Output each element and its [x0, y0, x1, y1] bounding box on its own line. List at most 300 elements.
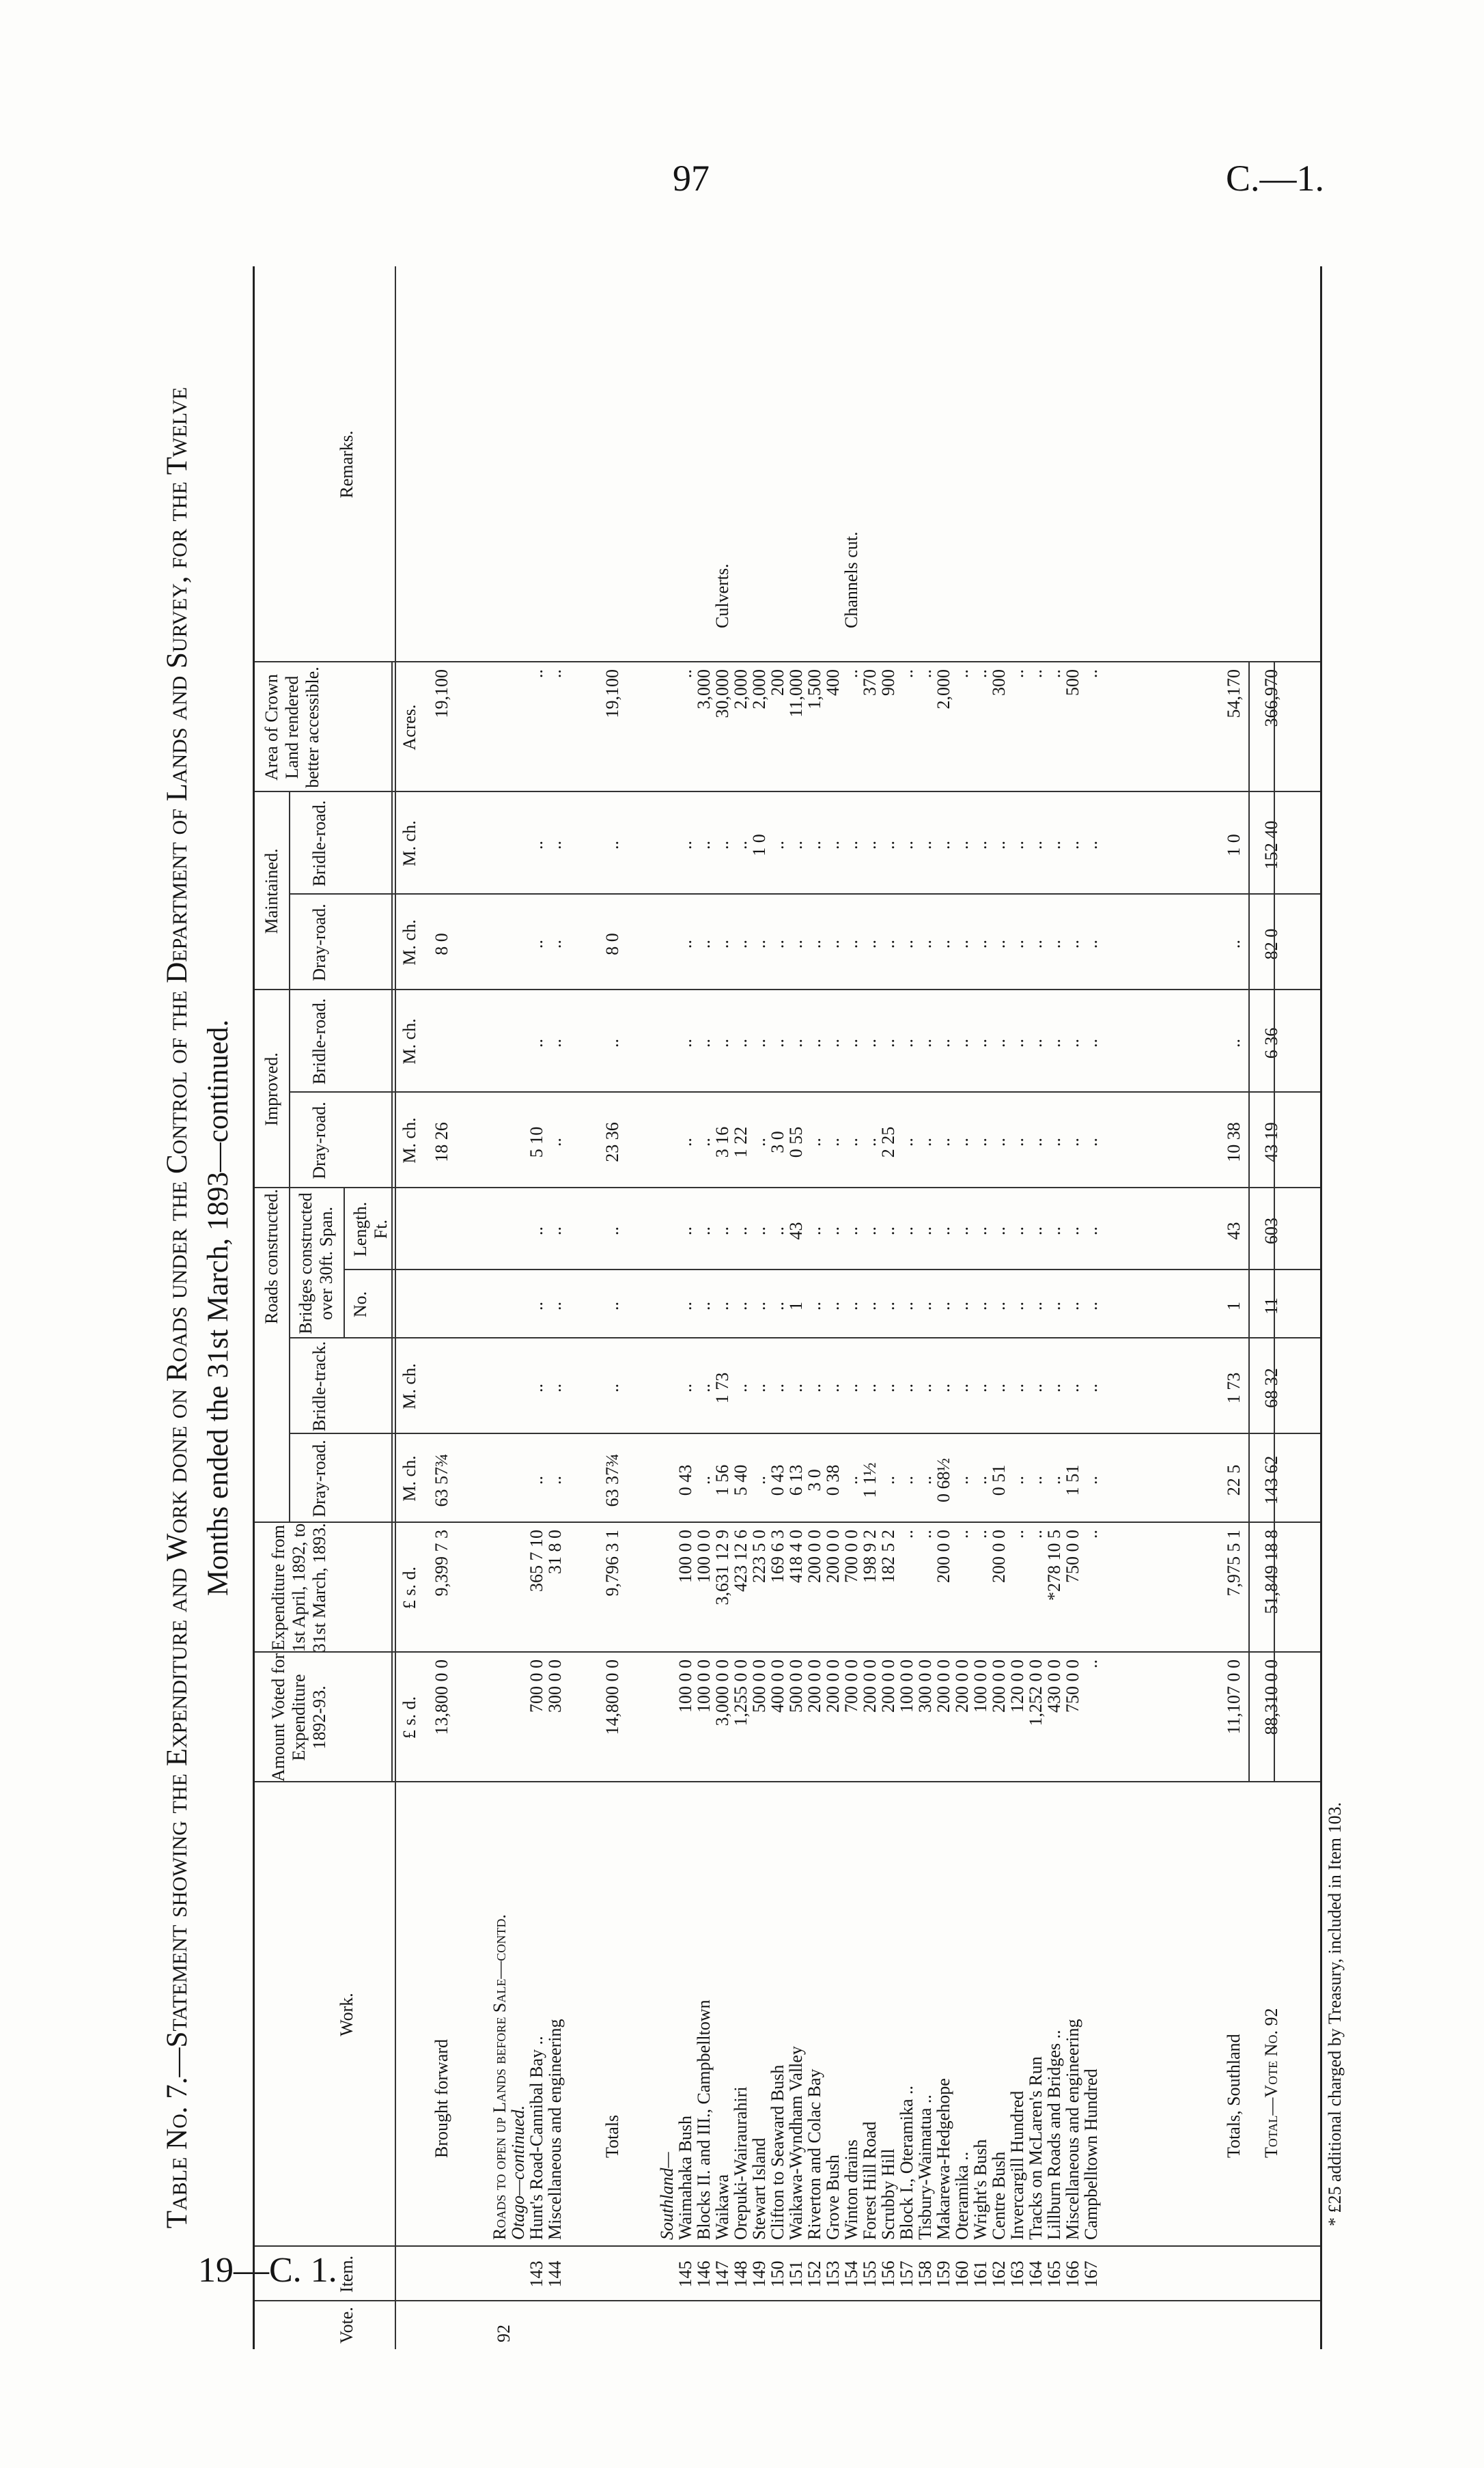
- cell-area: 2,000: [934, 669, 953, 710]
- cell-item: 150: [768, 2260, 787, 2288]
- cell-imp-bridle: ..: [952, 1039, 972, 1048]
- cell-imp-dray: 18 26: [432, 1122, 451, 1162]
- totals-rule: [1248, 662, 1250, 1782]
- table-row: [1008, 266, 1026, 2349]
- page-code: C.—1.: [1226, 158, 1325, 199]
- cell-m-bridle: ..: [1081, 841, 1101, 850]
- cell-no: ..: [1081, 1302, 1101, 1310]
- cell-exp: ..: [970, 1530, 990, 1539]
- cell-item: 156: [878, 2260, 898, 2288]
- cell-dray: ..: [545, 1476, 565, 1485]
- cell-amount: 700 0 0: [527, 1659, 546, 1713]
- cell-exp: 418 4 0: [786, 1530, 806, 1583]
- cell-no: ..: [915, 1302, 935, 1310]
- cell-m-bridle: ..: [952, 841, 972, 850]
- cell-exp: 200 0 0: [804, 1530, 824, 1583]
- cell-imp-dray: ..: [989, 1138, 1009, 1147]
- table-row: [1262, 266, 1280, 2349]
- cell-bridle: ..: [878, 1384, 898, 1392]
- cell-imp-dray: 3 16: [712, 1126, 732, 1158]
- cell-no: ..: [694, 1302, 714, 1310]
- cell-dray: ..: [1081, 1476, 1101, 1485]
- cell-dray: 0 43: [675, 1464, 695, 1496]
- cell-dray: ..: [749, 1476, 769, 1485]
- cell-dray: 6 13: [786, 1464, 806, 1496]
- cell-amount: 400 0 0: [768, 1659, 787, 1713]
- unit-rc-dray: M. ch.: [400, 1455, 419, 1502]
- cell-bridle: ..: [675, 1384, 695, 1392]
- cell-imp-bridle: ..: [878, 1039, 898, 1048]
- table-row: [546, 266, 564, 2349]
- footnote: * £25 additional charged by Treasury, included in Item 103.: [1325, 1801, 1345, 2226]
- cell-exp: *278 10 5: [1044, 1530, 1064, 1601]
- unit-rc-bridle: M. ch.: [400, 1363, 419, 1410]
- cell-no: ..: [952, 1302, 972, 1310]
- cell-m-bridle: ..: [545, 841, 565, 850]
- cell-m-dray: ..: [786, 940, 806, 949]
- cell-area: 2,000: [731, 669, 751, 710]
- cell-exp: 200 0 0: [934, 1530, 953, 1583]
- cell-len: ..: [1063, 1226, 1082, 1235]
- cell-imp-dray: ..: [675, 1138, 695, 1147]
- cell-imp-bridle: ..: [545, 1039, 565, 1048]
- table-row: [658, 266, 676, 2349]
- cell-work: Oteramika ..: [952, 2151, 972, 2240]
- cell-exp: 3,631 12 9: [712, 1530, 732, 1605]
- cell-amount: 300 0 0: [545, 1659, 565, 1713]
- cell-area: 11,000: [786, 669, 806, 718]
- cell-exp: ..: [897, 1530, 916, 1539]
- header-rule-main: [395, 266, 396, 2349]
- cell-bridle: ..: [527, 1384, 546, 1392]
- table-row: [1045, 266, 1063, 2349]
- cell-item: 149: [749, 2260, 769, 2288]
- header-bridges-no: No.: [350, 1291, 370, 1318]
- cell-area: 1,500: [804, 669, 824, 710]
- cell-exp: ..: [915, 1530, 935, 1539]
- cell-len: ..: [823, 1226, 843, 1235]
- cell-imp-dray: ..: [970, 1138, 990, 1147]
- cell-no: 11: [1261, 1297, 1281, 1315]
- cell-m-dray: ..: [970, 940, 990, 949]
- cell-no: ..: [841, 1302, 861, 1310]
- cell-m-dray: ..: [915, 940, 935, 949]
- cell-exp: 423 12 6: [731, 1530, 751, 1592]
- cell-area: 2,000: [749, 669, 769, 710]
- cell-m-dray: 8 0: [432, 933, 451, 955]
- cell-imp-dray: ..: [749, 1138, 769, 1147]
- cell-item: 164: [1026, 2260, 1046, 2288]
- header-rc-bridle-track: Bridle-track.: [309, 1341, 329, 1432]
- cell-work: Roads to open up Lands before Sale—contd.: [490, 1914, 509, 2240]
- cell-work: Centre Bush: [989, 2151, 1009, 2240]
- cell-imp-dray: ..: [1007, 1138, 1027, 1147]
- cell-amount: 200 0 0: [934, 1659, 953, 1713]
- cell-bridle: 68 32: [1261, 1368, 1281, 1408]
- cell-bridle: ..: [749, 1384, 769, 1392]
- cell-work: Wright's Bush: [970, 2139, 990, 2240]
- cell-len: ..: [602, 1226, 622, 1235]
- cell-m-dray: ..: [768, 940, 787, 949]
- cell-exp: 31 8 0: [545, 1530, 565, 1574]
- cell-bridle: ..: [952, 1384, 972, 1392]
- cell-imp-bridle: ..: [860, 1039, 880, 1048]
- cell-bridle: ..: [860, 1384, 880, 1392]
- cell-dray: ..: [841, 1476, 861, 1485]
- cell-len: ..: [527, 1226, 546, 1235]
- cell-len: ..: [841, 1226, 861, 1235]
- rotated-table-page: [157, 266, 1352, 2349]
- cell-dray: ..: [915, 1476, 935, 1485]
- table-row: [860, 266, 879, 2349]
- cell-area: ..: [545, 669, 565, 678]
- cell-imp-bridle: ..: [527, 1039, 546, 1048]
- cell-imp-dray: ..: [1063, 1138, 1082, 1147]
- cell-item: 144: [545, 2260, 565, 2288]
- cell-work: Blocks II. and III., Campbelltown: [694, 2000, 714, 2240]
- cell-m-dray: ..: [731, 940, 751, 949]
- expenditure-table: [253, 266, 1322, 2349]
- cell-amount: 14,800 0 0: [602, 1659, 622, 1735]
- cell-amount: 200 0 0: [804, 1659, 824, 1713]
- table-row: [879, 266, 897, 2349]
- cell-m-bridle: ..: [602, 841, 622, 850]
- table-row: [750, 266, 768, 2349]
- header-bridges-length: Length.: [350, 1201, 370, 1257]
- cell-imp-bridle: ..: [749, 1039, 769, 1048]
- cell-amount: 200 0 0: [952, 1659, 972, 1713]
- cell-imp-bridle: ..: [841, 1039, 861, 1048]
- cell-len: ..: [1044, 1226, 1064, 1235]
- cell-work: Scrubby Hill: [878, 2148, 898, 2240]
- cell-work: Grove Bush: [823, 2155, 843, 2240]
- cell-area: 900: [878, 669, 898, 696]
- cell-bridle: ..: [915, 1384, 935, 1392]
- cell-bridle: ..: [1081, 1384, 1101, 1392]
- cell-len: ..: [1026, 1226, 1046, 1235]
- table-row: [527, 266, 546, 2349]
- cell-amount: 3,000 0 0: [712, 1659, 732, 1726]
- cell-amount: 300 0 0: [915, 1659, 935, 1713]
- cell-amount: 750 0 0: [1063, 1659, 1082, 1713]
- header-improved-bridle: Bridle-road.: [309, 998, 329, 1085]
- cell-no: ..: [970, 1302, 990, 1310]
- cell-area: 370: [860, 669, 880, 696]
- cell-area: ..: [1026, 669, 1046, 678]
- cell-bridle: ..: [694, 1384, 714, 1392]
- cell-imp-dray: 1 22: [731, 1126, 751, 1158]
- cell-len: ..: [934, 1226, 953, 1235]
- cell-imp-bridle: ..: [1044, 1039, 1064, 1048]
- cell-amount: 500 0 0: [786, 1659, 806, 1713]
- cell-m-dray: ..: [823, 940, 843, 949]
- cell-exp: 100 0 0: [694, 1530, 714, 1583]
- cell-m-dray: ..: [1081, 940, 1101, 949]
- cell-no: ..: [712, 1302, 732, 1310]
- table-row: [1026, 266, 1045, 2349]
- cell-no: ..: [1007, 1302, 1027, 1310]
- cell-amount: 700 0 0: [841, 1659, 861, 1713]
- cell-m-bridle: ..: [527, 841, 546, 850]
- cell-no: ..: [897, 1302, 916, 1310]
- vote-number: 92: [494, 2325, 514, 2342]
- cell-imp-bridle: ..: [768, 1039, 787, 1048]
- header-work: Work.: [337, 1993, 356, 2036]
- cell-m-dray: ..: [545, 940, 565, 949]
- title-line-1: Table No. 7.—Statement showing the Expenditure and Work done on Roads under the Control of the Department of Lands and Survey, for the Twelve: [161, 387, 193, 2229]
- cell-item: 167: [1081, 2260, 1101, 2288]
- cell-bridle: ..: [823, 1384, 843, 1392]
- cell-work: Waikawa: [712, 2174, 732, 2240]
- cell-exp: 7,975 5 1: [1224, 1530, 1244, 1597]
- cell-len: ..: [804, 1226, 824, 1235]
- cell-work: Riverton and Colac Bay: [804, 2069, 824, 2240]
- cell-imp-bridle: ..: [786, 1039, 806, 1048]
- cell-imp-bridle: ..: [1081, 1039, 1101, 1048]
- cell-item: 153: [823, 2260, 843, 2288]
- cell-imp-bridle: ..: [897, 1039, 916, 1048]
- cell-imp-bridle: ..: [712, 1039, 732, 1048]
- cell-m-bridle: ..: [1063, 841, 1082, 850]
- cell-bridle: ..: [602, 1384, 622, 1392]
- header-improved-dray: Dray-road.: [309, 1102, 329, 1179]
- cell-dray: 5 40: [731, 1464, 751, 1496]
- cell-imp-bridle: 6 36: [1261, 1027, 1281, 1059]
- cell-work: Clifton to Seaward Bush: [768, 2064, 787, 2240]
- cell-imp-dray: 10 38: [1224, 1122, 1244, 1162]
- cell-exp: 700 0 0: [841, 1530, 861, 1583]
- unit-m-bridle: M. ch.: [400, 820, 419, 867]
- cell-m-bridle: ..: [804, 841, 824, 850]
- group-rule: [289, 792, 290, 1523]
- cell-bridle: ..: [545, 1384, 565, 1392]
- cell-bridle: ..: [1007, 1384, 1027, 1392]
- cell-work: Makarewa-Hedgehope: [934, 2078, 953, 2240]
- cell-len: ..: [1081, 1226, 1101, 1235]
- cell-area: 54,170: [1224, 669, 1244, 718]
- cell-m-dray: ..: [952, 940, 972, 949]
- cell-imp-bridle: ..: [1026, 1039, 1046, 1048]
- cell-amount: 430 0 0: [1044, 1659, 1064, 1713]
- cell-no: ..: [878, 1302, 898, 1310]
- cell-len: ..: [860, 1226, 880, 1235]
- cell-amount: 100 0 0: [694, 1659, 714, 1713]
- cell-no: ..: [731, 1302, 751, 1310]
- cell-amount: 13,800 0 0: [432, 1659, 451, 1735]
- unit-length: Ft.: [371, 1219, 391, 1239]
- cell-m-bridle: 1 0: [749, 834, 769, 856]
- cell-bridle: ..: [804, 1384, 824, 1392]
- cell-m-dray: ..: [804, 940, 824, 949]
- cell-no: ..: [1063, 1302, 1082, 1310]
- cell-bridle: ..: [897, 1384, 916, 1392]
- cell-dray: ..: [970, 1476, 990, 1485]
- table-row: [432, 266, 451, 2349]
- cell-exp: ..: [1026, 1530, 1046, 1539]
- cell-imp-dray: ..: [897, 1138, 916, 1147]
- cell-dray: 143 62: [1261, 1455, 1281, 1505]
- table-row: [787, 266, 805, 2349]
- cell-area: 300: [989, 669, 1009, 696]
- cell-work: Totals: [602, 2114, 622, 2158]
- table-row: [509, 266, 527, 2349]
- cell-item: 159: [934, 2260, 953, 2288]
- cell-m-bridle: ..: [712, 841, 732, 850]
- cell-len: ..: [768, 1226, 787, 1235]
- table-row: [805, 266, 824, 2349]
- cell-imp-dray: ..: [1044, 1138, 1064, 1147]
- cell-dray: ..: [1044, 1476, 1064, 1485]
- cell-exp: 169 6 3: [768, 1530, 787, 1583]
- cell-dray: 1 56: [712, 1464, 732, 1496]
- cell-no: ..: [934, 1302, 953, 1310]
- cell-m-dray: ..: [527, 940, 546, 949]
- cell-work: Southland—: [657, 2152, 677, 2240]
- cell-bridle: 1 73: [1224, 1372, 1244, 1404]
- cell-exp: ..: [952, 1530, 972, 1539]
- cell-exp: 750 0 0: [1063, 1530, 1082, 1583]
- cell-m-dray: ..: [694, 940, 714, 949]
- cell-work: Otago—continued.: [508, 2105, 528, 2240]
- cell-bridle: ..: [989, 1384, 1009, 1392]
- cell-m-dray: ..: [1063, 940, 1082, 949]
- cell-imp-bridle: ..: [602, 1039, 622, 1048]
- table-row: [695, 266, 713, 2349]
- cell-imp-dray: 2 25: [878, 1126, 898, 1158]
- header-bridges: Bridges constructed over 30ft. Span.: [296, 1192, 336, 1334]
- table-row: [676, 266, 695, 2349]
- cell-len: ..: [897, 1226, 916, 1235]
- cell-imp-bridle: ..: [915, 1039, 935, 1048]
- table-row: [916, 266, 934, 2349]
- totals-rule: [1274, 662, 1275, 1782]
- footer-code: 19—C. 1.: [198, 2251, 337, 2290]
- cell-work: Waikawa-Wyndham Valley: [786, 2046, 806, 2240]
- header-improved: Improved.: [262, 1052, 281, 1126]
- cell-area: ..: [1044, 669, 1064, 678]
- cell-imp-dray: ..: [1081, 1138, 1101, 1147]
- cell-area: ..: [897, 669, 916, 678]
- cell-m-bridle: 1 0: [1224, 834, 1244, 856]
- cell-work: Miscellaneous and engineering: [545, 2019, 565, 2240]
- cell-amount: 200 0 0: [989, 1659, 1009, 1713]
- cell-amount: 200 0 0: [860, 1659, 880, 1713]
- cell-area: ..: [841, 669, 861, 678]
- unit-imp-dray: M. ch.: [400, 1117, 419, 1164]
- cell-no: ..: [749, 1302, 769, 1310]
- cell-area: ..: [527, 669, 546, 678]
- cell-item: 163: [1007, 2260, 1027, 2288]
- cell-m-dray: ..: [1224, 940, 1244, 949]
- cell-len: ..: [878, 1226, 898, 1235]
- cell-amount: 200 0 0: [878, 1659, 898, 1713]
- cell-imp-dray: ..: [915, 1138, 935, 1147]
- cell-m-bridle: ..: [970, 841, 990, 850]
- cell-amount: 100 0 0: [897, 1659, 916, 1713]
- cell-area: 19,100: [432, 669, 451, 718]
- table-row: [971, 266, 990, 2349]
- cell-m-bridle: ..: [915, 841, 935, 850]
- cell-area: 500: [1063, 669, 1082, 696]
- cell-area: 200: [768, 669, 787, 696]
- table-row: [934, 266, 953, 2349]
- cell-dray: ..: [1007, 1476, 1027, 1485]
- cell-work: Tisbury-Waimatua ..: [915, 2094, 935, 2240]
- cell-area: ..: [1081, 669, 1101, 678]
- table-row: [897, 266, 916, 2349]
- title-line-2: Months ended the 31st March, 1893—continued.: [202, 1019, 234, 1597]
- cell-m-bridle: ..: [1044, 841, 1064, 850]
- cell-imp-dray: 43 19: [1261, 1122, 1281, 1162]
- cell-work: Total—Vote No. 92: [1261, 2008, 1281, 2158]
- cell-exp: 365 7 10: [527, 1530, 546, 1592]
- cell-work: Orepuki-Wairaurahiri: [731, 2086, 751, 2240]
- cell-imp-bridle: ..: [731, 1039, 751, 1048]
- cell-len: ..: [694, 1226, 714, 1235]
- cell-dray: 0 68½: [934, 1458, 953, 1502]
- cell-area: ..: [915, 669, 935, 678]
- cell-imp-dray: 5 10: [527, 1126, 546, 1158]
- cell-imp-dray: ..: [860, 1138, 880, 1147]
- table-row: [768, 266, 787, 2349]
- cell-imp-dray: ..: [545, 1138, 565, 1147]
- cell-bridle: ..: [934, 1384, 953, 1392]
- cell-m-bridle: ..: [675, 841, 695, 850]
- cell-len: ..: [749, 1226, 769, 1235]
- cell-no: ..: [768, 1302, 787, 1310]
- table-row: [1224, 266, 1243, 2349]
- cell-dray: ..: [527, 1476, 546, 1485]
- cell-m-bridle: 152 40: [1261, 820, 1281, 870]
- cell-dray: ..: [952, 1476, 972, 1485]
- cell-amount: 11,107 0 0: [1224, 1659, 1244, 1735]
- cell-exp: 200 0 0: [989, 1530, 1009, 1583]
- cell-m-bridle: ..: [934, 841, 953, 850]
- cell-bridle: ..: [841, 1384, 861, 1392]
- header-rc-dray-road: Dray-road.: [309, 1440, 329, 1517]
- cell-exp: ..: [1081, 1530, 1101, 1539]
- cell-m-bridle: ..: [989, 841, 1009, 850]
- cell-dray: 22 5: [1224, 1464, 1244, 1496]
- header-area: Area of Crown Land rendered better accessible.: [262, 667, 322, 788]
- cell-dray: 0 43: [768, 1464, 787, 1496]
- cell-m-dray: ..: [1007, 940, 1027, 949]
- cell-imp-bridle: ..: [675, 1039, 695, 1048]
- header-item: Item.: [337, 2255, 356, 2293]
- cell-work: Invercargill Hundred: [1007, 2090, 1027, 2240]
- cell-m-bridle: ..: [786, 841, 806, 850]
- cell-bridle: ..: [1044, 1384, 1064, 1392]
- cell-m-bridle: ..: [897, 841, 916, 850]
- cell-exp: 223 5 0: [749, 1530, 769, 1583]
- cell-exp: 9,796 3 1: [602, 1530, 622, 1597]
- cell-no: ..: [675, 1302, 695, 1310]
- cell-len: 43: [786, 1222, 806, 1240]
- cell-imp-bridle: ..: [1007, 1039, 1027, 1048]
- cell-dray: ..: [1026, 1476, 1046, 1485]
- cell-imp-dray: 3 0: [768, 1131, 787, 1153]
- cell-m-dray: ..: [860, 940, 880, 949]
- cell-work: Block I., Oteramika ..: [897, 2086, 916, 2240]
- cell-len: ..: [952, 1226, 972, 1235]
- cell-imp-dray: ..: [934, 1138, 953, 1147]
- header-roads-constructed: Roads constructed.: [262, 1189, 281, 1324]
- cell-m-dray: 8 0: [602, 933, 622, 955]
- cell-dray: 1 1½: [860, 1462, 880, 1498]
- cell-item: 151: [786, 2260, 806, 2288]
- cell-no: ..: [860, 1302, 880, 1310]
- cell-m-bridle: ..: [768, 841, 787, 850]
